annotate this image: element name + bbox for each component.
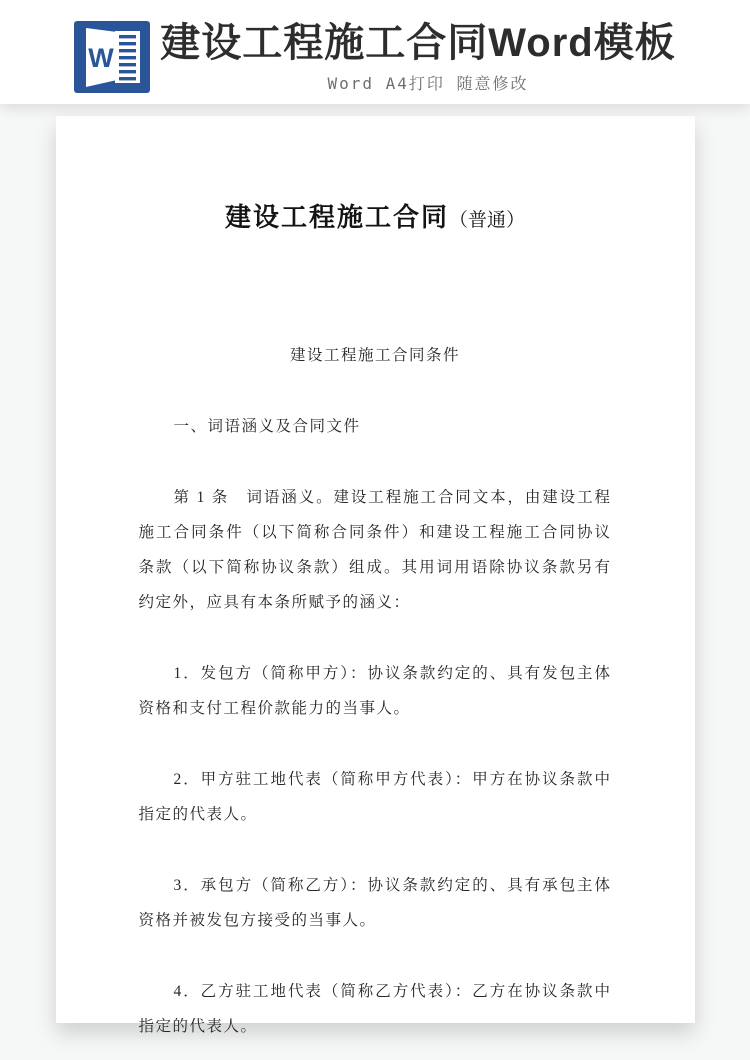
document-page [56,116,695,1035]
doc-paragraph: 一、词语涵义及合同文件 [173,418,361,435]
document-preview-area [0,104,750,1035]
document-title [139,199,612,239]
document-title-main: 建设工程施工合同 [224,202,449,232]
doc-paragraph: 2．甲方驻工地代表（简称甲方代表）：甲方在协议条款中指定的代表人。 [138,771,612,823]
header-text-block [160,21,675,94]
doc-paragraph: 4．乙方驻工地代表（简称乙方代表）：乙方在协议条款中指定的代表人。 [138,983,612,1035]
document-body [139,338,612,1044]
doc-paragraph: 第 1 条 词语涵义。建设工程施工合同文本，由建设工程施工合同条件（以下简称合同条件）和建设工程施工合同协议条款（以下简称协议条款）组成。其用词用语除协议条款另有约定外，应具有本条所赋予的涵义： [138,489,612,611]
doc-paragraph: 建设工程施工合同条件 [289,347,460,364]
word-logo-icon [74,21,150,93]
template-subtitle: Word A4打印 随意修改 [327,74,529,93]
doc-paragraph: 3．承包方（简称乙方）：协议条款约定的、具有承包主体资格并被发包方接受的当事人。 [138,877,612,929]
word-logo-letter: W [88,43,115,73]
doc-paragraph: 1．发包方（简称甲方）：协议条款约定的、具有发包主体资格和支付工程价款能力的当事人。 [138,665,612,717]
template-header [0,0,750,104]
word-logo-svg [74,21,150,93]
document-title-suffix: （普通） [449,210,526,231]
template-title: 建设工程施工合同Word模板 [160,21,676,65]
header-content [74,0,675,104]
